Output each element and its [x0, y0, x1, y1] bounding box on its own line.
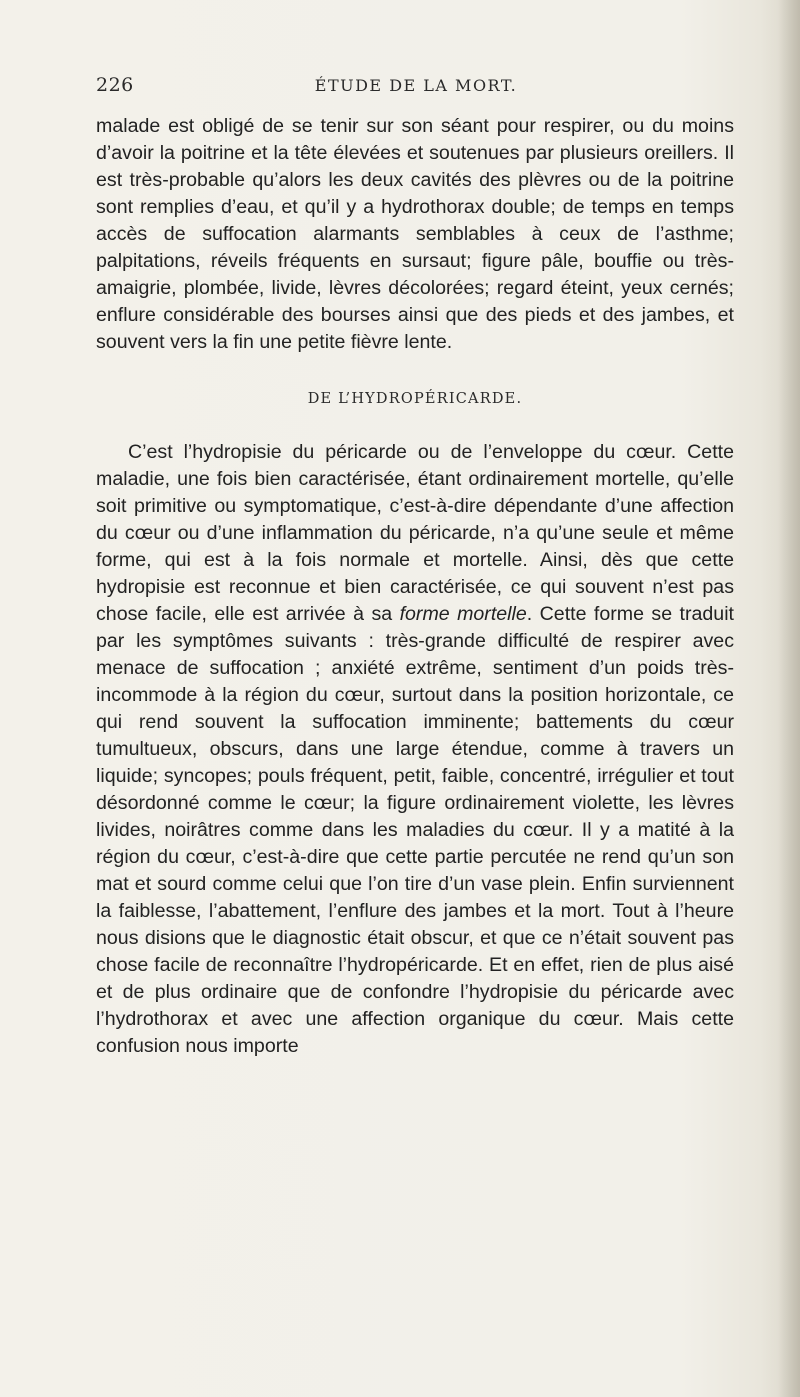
paragraph-text-a: C’est l’hydropisie du péricarde ou de l’enveloppe du cœur. Cette maladie, une fois bien caractérisée, étant ordinairement mortelle, qu’elle soit primitive ou symptomatique, c’est-à-dire dépendante d’une affection du cœur ou d’une inflammation du péricarde, n’a qu’une seule et même forme, qui est à la fois normale et mortelle. Ainsi, dès que cette hydropisie est reconnue et bien caractérisée, ce qui souvent n’est pas chose facile, elle est arrivée à sa [96, 441, 734, 625]
page-edge-shadow [778, 0, 800, 1397]
page-number: 226 [96, 74, 134, 96]
section-heading: DE L’HYDROPÉRICARDE. [307, 391, 523, 407]
paragraph-continued: malade est obligé de se tenir sur son séant pour respirer, ou du moins d’avoir la poitrine et la tête élevées et soutenues par plusieurs oreillers. Il est très-probable qu’alors les deux cavités des plèvres ou de la poitrine sont remplies d’eau, et qu’il y a hydrothorax double; de temps en temps accès de suffocation alarmants semblables à ceux de l’asthme; palpitations, réveils fréquents en sursaut; figure pâle, bouffie ou très-amaigrie, plombée, livide, lèvres décolorées; regard éteint, yeux cernés; enflure considérable des bourses ainsi que des pieds et des jambes, et souvent vers la fin une petite fièvre lente. [96, 115, 734, 353]
paragraph-hydropericarde [96, 439, 734, 1060]
running-title: ÉTUDE DE LA MORT. [314, 76, 518, 95]
paragraph-text-b: . Cette forme se traduit par les symptômes suivants : très-grande difficulté de respirer avec menace de suffocation ; anxiété extrême, sentiment d’un poids très-incommode à la région du cœur, surtout dans la position horizontale, ce qui rend souvent la suffocation imminente; battements du cœur tumultueux, obscurs, dans une large étendue, comme à travers un liquide; syncopes; pouls fréquent, petit, faible, concentré, irrégulier et tout désordonné comme le cœur; la figure ordinairement violette, les lèvres livides, noirâtres comme dans les maladies du cœur. Il y a matité à la région du cœur, c’est-à-dire que cette partie percutée ne rend qu’un son mat et sourd comme celui que l’on tire d’un vase plein. Enfin surviennent la faiblesse, l’abattement, l’enflure des jambes et la mort. Tout à l’heure nous disions que le diagnostic était obscur, et que ce n’était souvent pas chose facile de reconnaître l’hydropéricarde. Et en effet, rien de plus aisé et de plus ordinaire que de confondre l’hydropisie du péricarde avec l’hydrothorax et avec une affection organique du cœur. Mais cette confusion nous importe [96, 603, 734, 1057]
page-body [96, 113, 734, 1060]
italic-emphasis: forme mortelle [399, 603, 527, 625]
page-header [96, 74, 736, 104]
